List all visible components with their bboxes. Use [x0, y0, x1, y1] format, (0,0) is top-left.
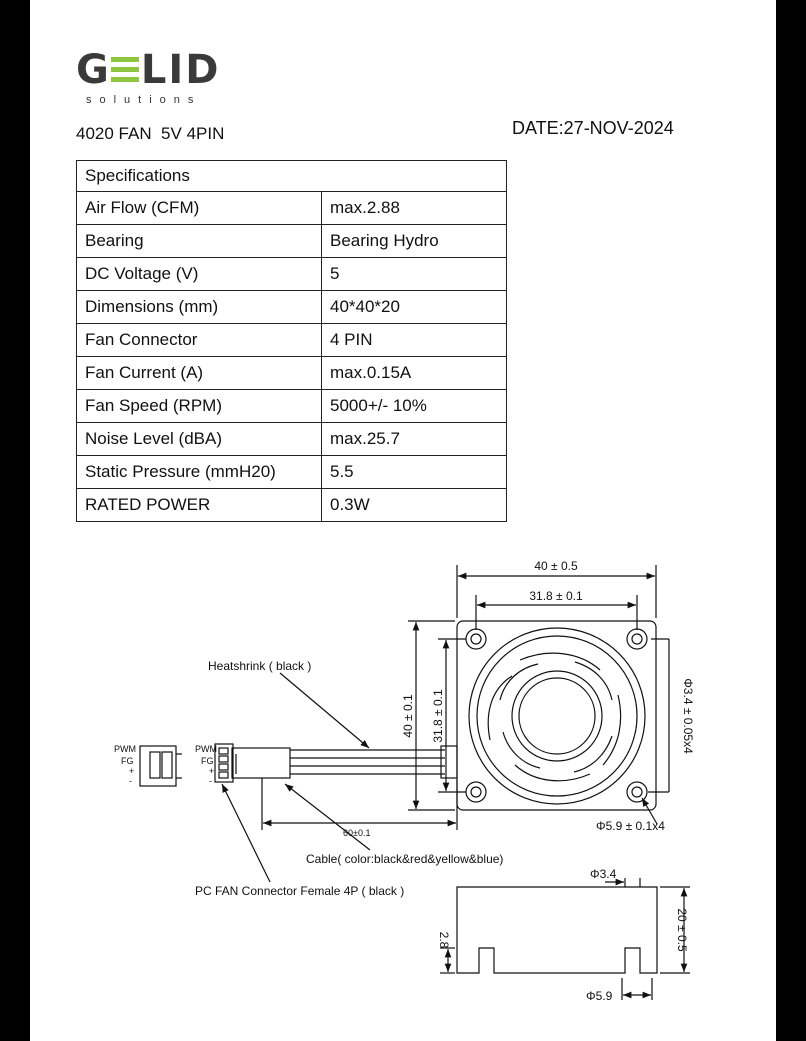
label-heatshrink: Heatshrink ( black ) [208, 659, 312, 673]
spec-label: Air Flow (CFM) [77, 192, 322, 225]
table-row [77, 258, 507, 291]
spec-value: 40*40*20 [322, 291, 507, 324]
spec-label: Bearing [77, 225, 322, 258]
table-row [77, 225, 507, 258]
label-cable: Cable( color:black&red&yellow&blue) [306, 852, 504, 866]
spec-label: RATED POWER [77, 489, 322, 522]
spec-label: Fan Current (A) [77, 357, 322, 390]
spec-value: Bearing Hydro [322, 225, 507, 258]
table-header: Specifications [77, 161, 507, 192]
logo-wordmark: G LID [76, 47, 221, 93]
spec-label: Noise Level (dBA) [77, 423, 322, 456]
dim-width-holes: 31.8 ± 0.1 [529, 589, 583, 603]
fan-frame [457, 621, 656, 810]
spec-value: 5 [322, 258, 507, 291]
spec-value: max.0.15A [322, 357, 507, 390]
table-row [77, 192, 507, 225]
table-row [77, 489, 507, 522]
plug-pin-plus: + [129, 766, 135, 776]
spec-value: max.2.88 [322, 192, 507, 225]
dim-height-holes: 31.8 ± 0.1 [431, 689, 445, 743]
socket-pin-plus: + [209, 766, 215, 776]
dim-hole-boss: Φ5.9 ± 0.1x4 [596, 819, 665, 833]
document-date: DATE:27-NOV-2024 [512, 118, 674, 138]
logo-tagline: solutions [86, 94, 202, 106]
spec-value: 5.5 [322, 456, 507, 489]
mechanical-drawing [0, 540, 806, 1040]
connector-housing [232, 748, 290, 778]
fan-shroud [469, 628, 645, 804]
plug-pin-pwm: PWM [114, 744, 136, 754]
spec-value: 5000+/- 10% [322, 390, 507, 423]
socket-pin-minus: - [209, 776, 212, 786]
plug-pin-minus: - [129, 776, 132, 786]
dim-side-hole: Φ3.4 [590, 867, 617, 881]
dim-side-depth: 2.8 [437, 931, 451, 949]
specifications-table [76, 160, 507, 522]
spec-label: DC Voltage (V) [77, 258, 322, 291]
table-header-row [77, 161, 507, 192]
table-row [77, 291, 507, 324]
dim-side-boss: Φ5.9 [586, 989, 613, 1003]
dim-hole-diameter: Φ3.4 ± 0.05x4 [681, 678, 695, 754]
table-row [77, 357, 507, 390]
dim-cable-length: 60±0.1 [343, 828, 371, 838]
table-row [77, 423, 507, 456]
spec-label: Fan Speed (RPM) [77, 390, 322, 423]
document-title: 4020 FAN 5V 4PIN [76, 124, 225, 143]
table-row [77, 390, 507, 423]
brand-logo [76, 47, 246, 106]
fan-blades [488, 653, 620, 781]
spec-label: Dimensions (mm) [77, 291, 322, 324]
fan-side-view [457, 887, 657, 973]
fan-hub [512, 671, 602, 761]
logo-e-bars [111, 55, 141, 85]
dim-height-outer: 40 ± 0.1 [401, 694, 415, 738]
spec-label: Fan Connector [77, 324, 322, 357]
spec-value: 4 PIN [322, 324, 507, 357]
spec-label: Static Pressure (mmH20) [77, 456, 322, 489]
dim-width-outer: 40 ± 0.5 [534, 559, 578, 573]
spec-value: 0.3W [322, 489, 507, 522]
table-row [77, 456, 507, 489]
dim-side-thickness: 20 ± 0.5 [675, 908, 689, 952]
table-row [77, 324, 507, 357]
spec-value: max.25.7 [322, 423, 507, 456]
socket-pin-fg: FG [201, 756, 214, 766]
plug-pin-fg: FG [121, 756, 134, 766]
label-connector: PC FAN Connector Female 4P ( black ) [195, 884, 405, 898]
socket-pin-pwm: PWM [195, 744, 217, 754]
